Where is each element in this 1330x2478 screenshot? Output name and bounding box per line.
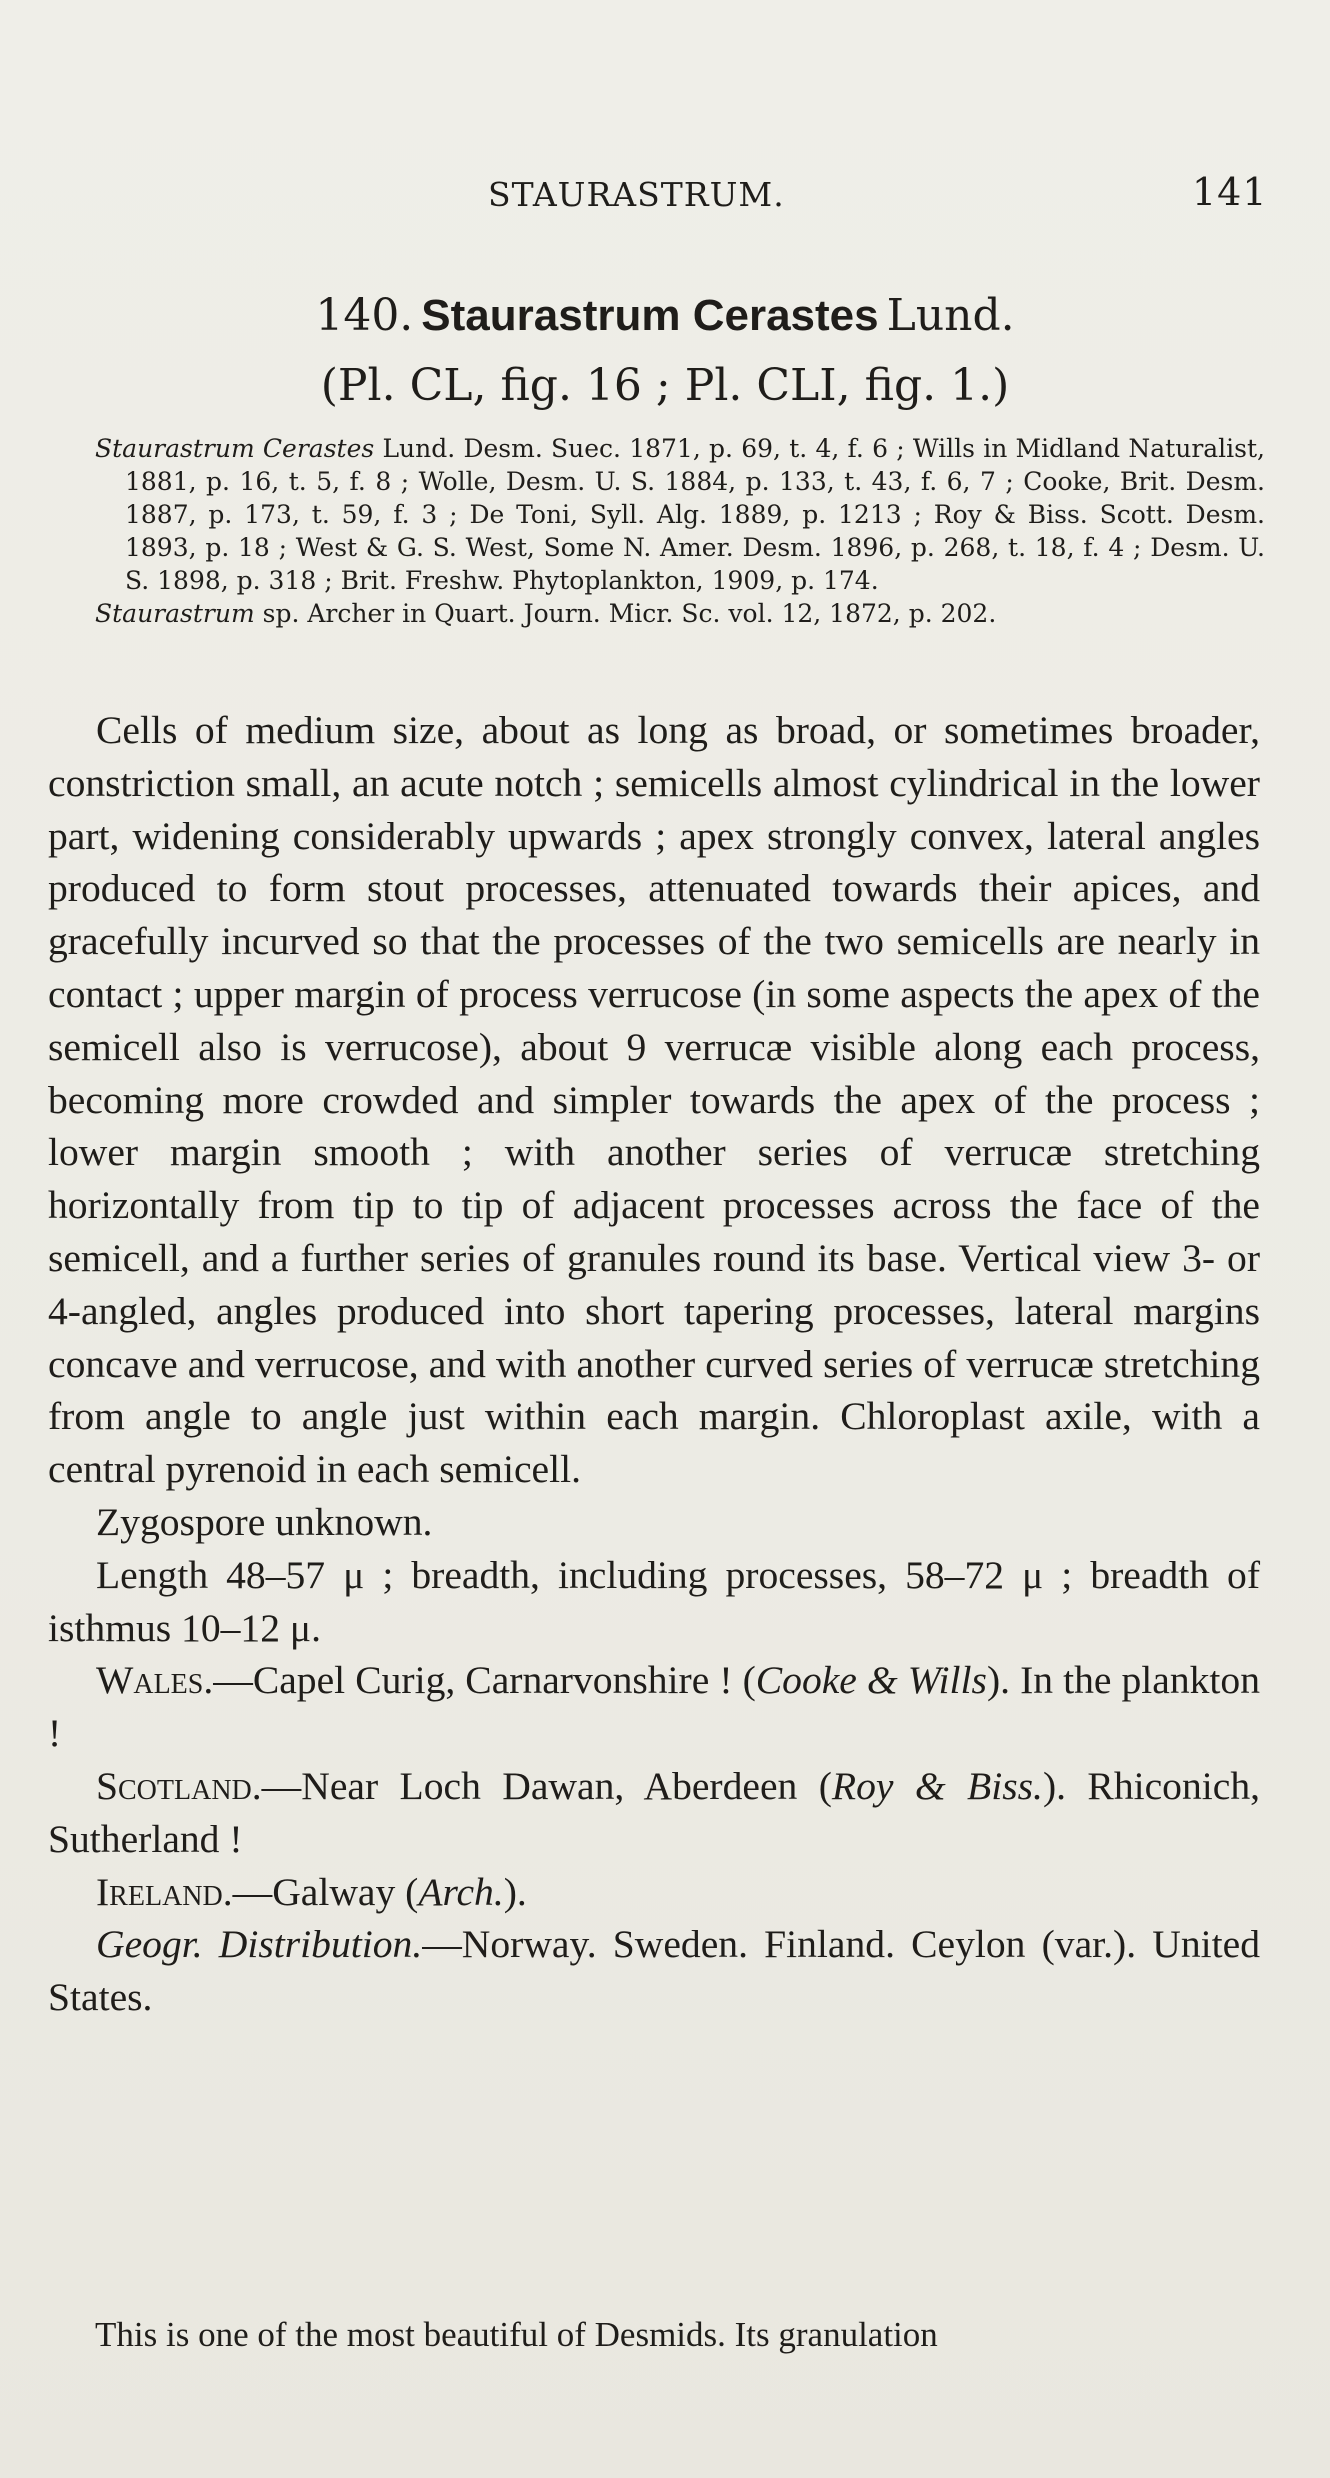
species-name: Staurastrum Cerastes [421,291,879,340]
geographic-distribution: Geogr. Distribution.—Norway. Sweden. Finland. Ceylon (var.). United States. [48,1922,1260,2020]
closing-line: This is one of the most beautiful of Desmids. Its granulation [95,2315,938,2354]
locality-wales: Wales.—Capel Curig, Carnarvonshire ! (Cooke & Wills). In the plankton ! [48,1658,1260,1756]
synonym-name: Staurastrum [95,599,255,628]
locality-scotland: Scotland.—Near Loch Dawan, Aberdeen (Roy & Biss.). Rhiconich, Sutherland ! [48,1763,1260,1861]
running-head [0,170,1330,225]
plate-references: (Pl. CL, fig. 16 ; Pl. CLI, fig. 1.) [320,360,1010,411]
running-head-title: STAURASTRUM. [488,175,785,214]
synonymy-entry [95,432,1265,597]
synonym-citation: Lund. Desm. Suec. 1871, p. 69, t. 4, f. 6 ; Wills in Midland Naturalist, 1881, p. 16, t. 5, f. 8 ; Wolle, Desm. U. S. 1884, p. 133, t. 43, f. 6, 7 ; Cooke, Brit. Desm. 1887, p. 173, t. 59, f. 3 ; De Toni, Syll. Alg. 1889, p. 1213 ; Roy & Biss. Scott. Desm. 1893, p. 18 ; West & G. S. West, Some N. Amer. Desm. 1896, p. 268, t. 18, f. 4 ; Desm. U. S. 1898, p. 318 ; Brit. Freshw. Phytoplankton, 1909, p. 174. [125,434,1265,595]
synonymy-entry [95,597,1265,630]
locality-ireland: Ireland.—Galway (Arch.). [96,1869,527,1914]
synonym-name: Staurastrum Cerastes [95,434,375,463]
page-number: 141 [1192,170,1268,214]
synonym-citation: sp. Archer in Quart. Journ. Micr. Sc. vol. 12, 1872, p. 202. [254,599,997,628]
species-authority: Lund. [886,290,1015,341]
species-description [48,704,1260,2024]
species-number: 140. [315,290,414,341]
zygospore-note: Zygospore unknown. [96,1499,433,1544]
dimensions-paragraph: Length 48–57 μ ; breadth, including processes, 58–72 μ ; breadth of isthmus 10–12 μ. [48,1552,1260,1650]
synonymy-block [95,432,1265,630]
species-heading [0,290,1330,341]
description-paragraph: Cells of medium size, about as long as broad, or sometimes broader, constriction small, an acute notch ; semicells almost cylindrical in the lower part, widening considerably upwards ; apex strongly convex, lateral angles produced to form stout processes, attenuated towards their apices, and gracefully incurved so that the processes of the two semicells are nearly in contact ; upper margin of process verrucose (in some aspects the apex of the semicell also is verrucose), about 9 verrucæ visible along each process, becoming more crowded and simpler towards the apex of the process ; lower margin smooth ; with another series of verrucæ stretching horizontally from tip to tip of adjacent processes across the face of the semicell, and a further series of granules round its base. Vertical view 3- or 4-angled, angles produced into short tapering processes, lateral margins concave and verrucose, and with another curved series of verrucæ stretching from angle to angle just within each margin. Chloroplast axile, with a central pyrenoid in each semicell. [48,708,1260,1492]
